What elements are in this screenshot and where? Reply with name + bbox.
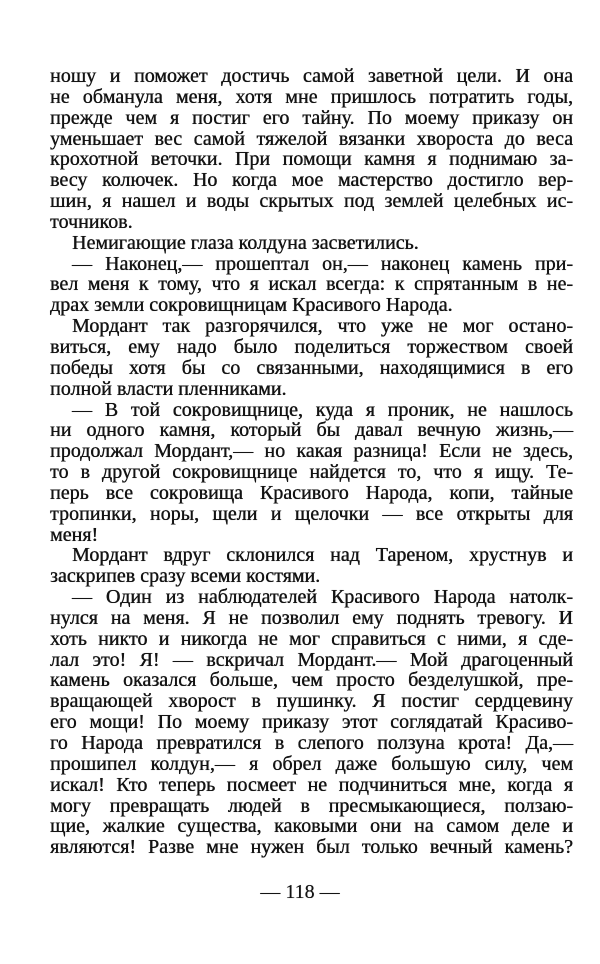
- text-line: лал это! Я! — вскричал Мордант.— Мой драгоценный: [50, 648, 573, 671]
- text-line: го Народа превратился в слепого ползуна крота! Да,—: [50, 732, 573, 754]
- text-line: — Один из наблюдателей Красивого Народа натолк-: [72, 586, 573, 609]
- text-line: хоть никто и никогда не мог справиться с ними, я сде-: [50, 627, 573, 650]
- text-line: не обманула меня, хотя мне пришлось потратить годы,: [50, 85, 573, 108]
- text-line: меня!: [50, 523, 99, 546]
- text-line: могу превращать людей в пресмыкающиеся, ползаю-: [50, 794, 573, 817]
- page-number: — 118 —: [260, 881, 340, 903]
- text-line: ношу и поможет достичь самой заветной цели. И она: [50, 65, 573, 87]
- text-line: весу колючек. Но когда мое мастерство достигло вер-: [50, 169, 573, 192]
- text-line: Мордант так разгорячился, что уже не мог остано-: [72, 315, 573, 338]
- text-line: щие, жалкие существа, каковыми они на самом деле и: [50, 815, 573, 838]
- text-line: виться, ему надо было поделиться торжеством своей: [50, 335, 573, 358]
- page-body-text: [50, 66, 573, 858]
- text-line: ни одного камня, который бы давал вечную жизнь,—: [50, 419, 573, 442]
- text-line: Немигающие глаза колдуна засветились.: [72, 231, 419, 254]
- text-line: — Наконец,— прошептал он,— наконец камень при-: [72, 252, 573, 275]
- text-line: — В той сокровищнице, куда я проник, не нашлось: [72, 398, 573, 421]
- text-line: вращающей хворост в пушинку. Я постиг сердцевину: [50, 690, 573, 713]
- text-line: точников.: [50, 210, 133, 233]
- text-line: полной власти пленниками.: [50, 377, 287, 400]
- text-line: заскрипев сразу всеми костями.: [50, 565, 321, 588]
- text-line: уменьшает вес самой тяжелой вязанки хвороста до веса: [50, 127, 573, 150]
- text-line: камень оказался больше, чем просто безделушкой, пре-: [50, 669, 573, 692]
- text-line: драх земли сокровищницам Красивого Народа.: [50, 294, 453, 317]
- text-line: победы хотя бы со связанными, находящимися в его: [50, 356, 573, 379]
- text-line: перь все сокровища Красивого Народа, копи, тайные: [50, 481, 573, 504]
- text-line: прошипел колдун,— я обрел даже большую силу, чем: [50, 752, 573, 775]
- text-line: его мощи! По моему приказу этот соглядатай Красиво-: [50, 711, 573, 734]
- text-line: тропинки, норы, щели и щелочки — все открыты для: [50, 502, 573, 525]
- text-line: прежде чем я постиг его тайну. По моему приказу он: [50, 106, 573, 129]
- text-line: вел меня к тому, что я искал всегда: к спрятанным в не-: [50, 273, 573, 296]
- text-line: Мордант вдруг склонился над Тареном, хрустнув и: [72, 544, 573, 567]
- text-line: шин, я нашел и воды скрытых под землей целебных ис-: [50, 190, 573, 213]
- text-line: искал! Кто теперь посмеет не подчиниться мне, когда я: [50, 773, 573, 796]
- text-line: крохотной веточки. При помощи камня я поднимаю за-: [50, 148, 573, 171]
- text-line: то в другой сокровищнице найдется то, что я ищу. Те-: [50, 461, 573, 484]
- text-line: нулся на меня. Я не позволил ему поднять тревогу. И: [50, 606, 573, 629]
- text-line: являются! Разве мне нужен был только вечный камень?: [50, 836, 573, 859]
- text-line: продолжал Мордант,— но какая разница! Если не здесь,: [50, 440, 573, 463]
